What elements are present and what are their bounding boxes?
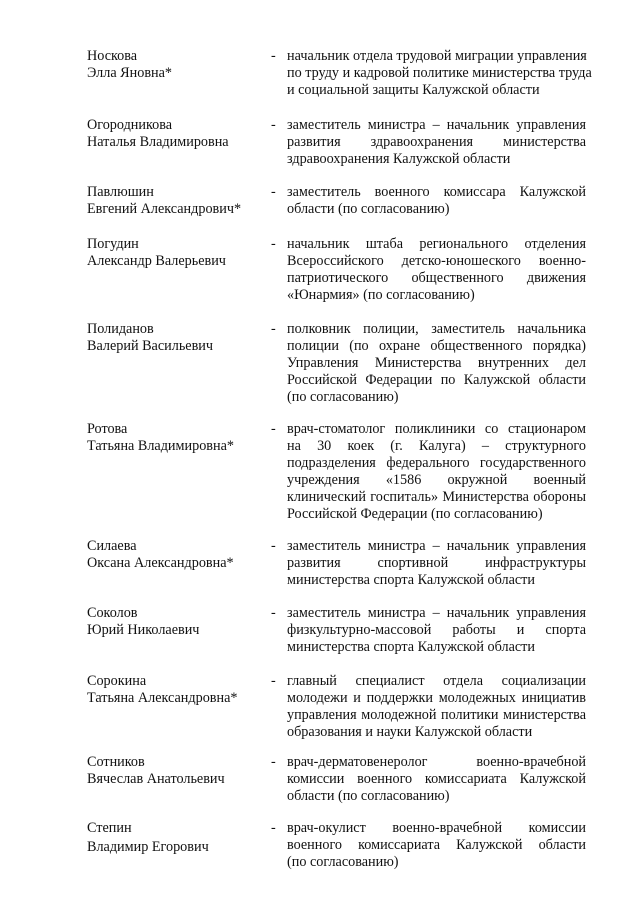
member-surname: Сотников bbox=[87, 754, 145, 770]
position-line: молодежи и поддержки молодежных инициатив bbox=[287, 690, 586, 706]
position-line: главный специалист отдела социализации bbox=[287, 673, 586, 689]
separator-dash: - bbox=[271, 820, 276, 836]
position-line: полковник полиции, заместитель начальника bbox=[287, 321, 586, 337]
position-line: подразделения федерального государственного bbox=[287, 455, 586, 471]
position-line: начальник отдела трудовой миграции управления bbox=[287, 48, 587, 64]
separator-dash: - bbox=[271, 754, 276, 770]
separator-dash: - bbox=[271, 421, 276, 437]
member-surname: Носкова bbox=[87, 48, 138, 64]
member-surname: Погудин bbox=[87, 236, 139, 252]
member-position bbox=[287, 184, 586, 218]
member-position bbox=[287, 673, 586, 741]
member-surname: Павлюшин bbox=[87, 184, 154, 200]
member-name bbox=[87, 605, 267, 639]
member-given-names: Владимир Егорович bbox=[87, 839, 209, 855]
separator-dash: - bbox=[271, 117, 276, 133]
member-position bbox=[287, 754, 586, 805]
position-line: Российской Федерации (по согласованию) bbox=[287, 506, 543, 522]
position-line: министерства спорта Калужской области bbox=[287, 572, 535, 588]
position-line: (по согласованию) bbox=[287, 854, 399, 870]
position-line: врач-окулист военно-врачебной комиссии bbox=[287, 820, 586, 836]
member-given-names: Татьяна Александровна* bbox=[87, 690, 238, 706]
member-position bbox=[287, 820, 586, 871]
member-name bbox=[87, 538, 267, 572]
member-position bbox=[287, 421, 586, 523]
position-line: заместитель военного комиссара Калужской bbox=[287, 184, 586, 200]
position-line: комиссии военного комиссариата Калужской bbox=[287, 771, 586, 787]
position-line: развития здравоохранения министерства bbox=[287, 134, 586, 150]
member-surname: Полиданов bbox=[87, 321, 154, 337]
position-line: развития спортивной инфраструктуры bbox=[287, 555, 586, 571]
separator-dash: - bbox=[271, 538, 276, 554]
member-name bbox=[87, 184, 267, 218]
position-line: Российской Федерации по Калужской области bbox=[287, 372, 586, 388]
member-given-names: Татьяна Владимировна* bbox=[87, 438, 234, 454]
member-surname: Сорокина bbox=[87, 673, 147, 689]
position-line: заместитель министра – начальник управления bbox=[287, 538, 586, 554]
member-given-names: Валерий Васильевич bbox=[87, 338, 214, 354]
position-line: министерства спорта Калужской области bbox=[287, 639, 535, 655]
member-name bbox=[87, 820, 267, 856]
position-line: врач-стоматолог поликлиники со стационаром bbox=[287, 421, 586, 437]
member-given-names: Александр Валерьевич bbox=[87, 253, 226, 269]
position-line: на 30 коек (г. Калуга) – структурного bbox=[287, 438, 586, 454]
position-line: физкультурно-массовой работы и спорта bbox=[287, 622, 586, 638]
position-line: полиции (по охране общественного порядка) bbox=[287, 338, 586, 354]
member-position bbox=[287, 605, 586, 656]
member-name bbox=[87, 48, 267, 82]
member-name bbox=[87, 321, 267, 355]
member-given-names: Элла Яновна* bbox=[87, 65, 173, 81]
position-line: Управления Министерства внутренних дел bbox=[287, 355, 586, 371]
member-position bbox=[287, 48, 592, 99]
position-line: управления молодежной политики министерства bbox=[287, 707, 586, 723]
separator-dash: - bbox=[271, 673, 276, 689]
member-name bbox=[87, 421, 267, 455]
member-given-names: Юрий Николаевич bbox=[87, 622, 200, 638]
position-line: врач-дерматовенеролог военно-врачебной bbox=[287, 754, 586, 770]
member-surname: Соколов bbox=[87, 605, 138, 621]
member-given-names: Оксана Александровна* bbox=[87, 555, 234, 571]
member-name bbox=[87, 754, 267, 788]
member-position bbox=[287, 538, 586, 589]
member-given-names: Евгений Александрович* bbox=[87, 201, 242, 217]
position-line: учреждения «1586 окружной военный bbox=[287, 472, 586, 488]
separator-dash: - bbox=[271, 236, 276, 252]
position-line: заместитель министра – начальник управления bbox=[287, 605, 586, 621]
member-name bbox=[87, 117, 267, 151]
position-line: области (по согласованию) bbox=[287, 788, 450, 804]
separator-dash: - bbox=[271, 605, 276, 621]
member-surname: Силаева bbox=[87, 538, 137, 554]
member-position bbox=[287, 236, 586, 304]
position-line: «Юнармия» (по согласованию) bbox=[287, 287, 475, 303]
separator-dash: - bbox=[271, 321, 276, 337]
member-position bbox=[287, 321, 586, 406]
member-name bbox=[87, 236, 267, 270]
position-line: патриотического общественного движения bbox=[287, 270, 586, 286]
member-surname: Ротова bbox=[87, 421, 128, 437]
member-surname: Огородникова bbox=[87, 117, 173, 133]
position-line: и социальной защиты Калужской области bbox=[287, 82, 540, 98]
position-line: области (по согласованию) bbox=[287, 201, 450, 217]
member-name bbox=[87, 673, 267, 707]
position-line: заместитель министра – начальник управления bbox=[287, 117, 586, 133]
member-surname: Степин bbox=[87, 820, 132, 836]
position-line: образования и науки Калужской области bbox=[287, 724, 533, 740]
member-position bbox=[287, 117, 586, 168]
member-given-names: Наталья Владимировна bbox=[87, 134, 229, 150]
position-line: по труду и кадровой политике министерства труда bbox=[287, 65, 592, 81]
position-line: клинический госпиталь» Министерства обороны bbox=[287, 489, 586, 505]
separator-dash: - bbox=[271, 48, 276, 64]
position-line: военного комиссариата Калужской области bbox=[287, 837, 586, 853]
separator-dash: - bbox=[271, 184, 276, 200]
position-line: здравоохранения Калужской области bbox=[287, 151, 511, 167]
position-line: (по согласованию) bbox=[287, 389, 399, 405]
member-given-names: Вячеслав Анатольевич bbox=[87, 771, 225, 787]
position-line: начальник штаба регионального отделения bbox=[287, 236, 586, 252]
position-line: Всероссийского детско-юношеского военно- bbox=[287, 253, 586, 269]
